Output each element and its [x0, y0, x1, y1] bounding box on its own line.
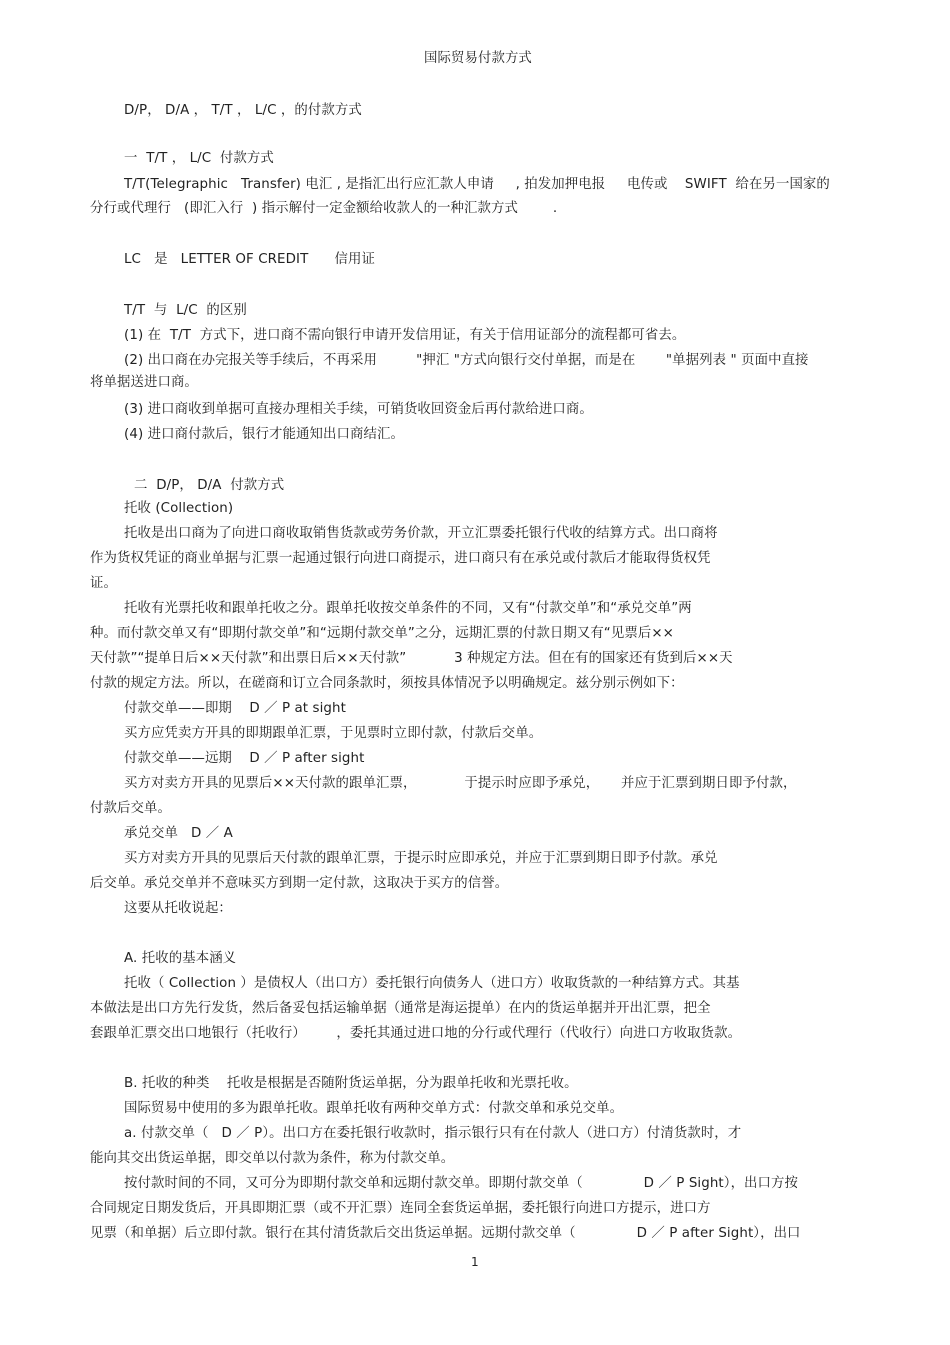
text-line: LC 是 LETTER OF CREDIT 信用证 — [124, 252, 375, 267]
text-line: 付款的规定方法。所以，在磋商和订立合同条款时，须按具体情况予以明确规定。兹分别示例如下： — [90, 676, 684, 691]
text-line: 后交单。承兑交单并不意味买方到期一定付款，这取决于买方的信誉。 — [90, 876, 509, 891]
text-line: 见票（和单据）后立即付款。银行在其付清货款后交出货运单据。远期付款交单（ D ／ P after Sight），出口 — [90, 1226, 801, 1241]
text-line: (2) 出口商在办完报关等手续后，不再采用 "押汇 "方式向银行交付单据，而是在 "单据列表 " 页面中直接 — [124, 353, 809, 368]
text-line: (1) 在 T/T 方式下，进口商不需向银行申请开发信用证，有关于信用证部分的流程都可省去。 — [124, 328, 686, 343]
text-line: T/T 与 L/C 的区别 — [124, 303, 247, 318]
text-line: T/T(Telegraphic Transfer) 电汇 , 是指汇出行应汇款人申请 , 拍发加押电报 电传或 SWIFT 给在另一国家的 — [124, 177, 830, 192]
text-line: 买方对卖方开具的见票后天付款的跟单汇票，于提示时应即承兑，并应于汇票到期日即予付款。承兑 — [124, 851, 718, 866]
text-line: (3) 进口商收到单据可直接办理相关手续，可销货收回资金后再付款给进口商。 — [124, 402, 593, 417]
section-heading: 一 T/T ， L/C 付款方式 — [124, 151, 274, 166]
text-line: 分行或代理行 (即汇入行 ) 指示解付一定金额给收款人的一种汇款方式 . — [90, 201, 558, 216]
text-line: 托收有光票托收和跟单托收之分。跟单托收按交单条件的不同，又有“付款交单”和“承兑交单”两 — [124, 601, 692, 616]
text-line: 套跟单汇票交出口地银行（托收行） ，委托其通过进口地的分行或代理行（代收行）向进口方收取货款。 — [90, 1026, 742, 1041]
text-line: 证。 — [90, 576, 117, 591]
text-line: 能向其交出货运单据，即交单以付款为条件，称为付款交单。 — [90, 1151, 455, 1166]
text-line: 种。而付款交单又有“即期付款交单”和“远期付款交单”之分，远期汇票的付款日期又有“见票后×× — [90, 626, 674, 641]
text-line: 天付款”“提单日后××天付款”和出票日后××天付款” 3 种规定方法。但在有的国家还有货到后××天 — [90, 651, 733, 666]
text-line: 本做法是出口方先行发货，然后备妥包括运输单据（通常是海运提单）在内的货运单据并开出汇票，把全 — [90, 1001, 711, 1016]
section-heading: 二 D/P， D/A 付款方式 — [134, 478, 285, 493]
text-line: 承兑交单 D ／ A — [124, 826, 233, 841]
text-line: 买方应凭卖方开具的即期跟单汇票，于见票时立即付款，付款后交单。 — [124, 726, 543, 741]
text-line: B. 托收的种类 托收是根据是否随附货运单据，分为跟单托收和光票托收。 — [124, 1076, 578, 1091]
text-line: 将单据送进口商。 — [90, 375, 198, 390]
text-line: 托收 (Collection) — [124, 501, 234, 516]
text-line: 作为货权凭证的商业单据与汇票一起通过银行向进口商提示，进口商只有在承兑或付款后才能取得货权凭 — [90, 551, 711, 566]
text-line: 国际贸易中使用的多为跟单托收。跟单托收有两种交单方式：付款交单和承兑交单。 — [124, 1101, 624, 1116]
text-line: 付款后交单。 — [90, 801, 171, 816]
text-line: 买方对卖方开具的见票后××天付款的跟单汇票， 于提示时应即予承兑， 并应于汇票到期日即予付款， — [124, 776, 797, 791]
text-line: 托收（ Collection ）是债权人（出口方）委托银行向债务人（进口方）收取货款的一种结算方式。其基 — [124, 976, 740, 991]
text-line: (4) 进口商付款后，银行才能通知出口商结汇。 — [124, 427, 404, 442]
text-line: 付款交单——即期 D ／ P at sight — [124, 701, 346, 716]
page-number: 1 — [471, 1255, 479, 1269]
text-line: A. 托收的基本涵义 — [124, 951, 237, 966]
page-title: 国际贸易付款方式 — [424, 51, 532, 66]
text-line: 这要从托收说起： — [124, 901, 232, 916]
text-line: 按付款时间的不同，又可分为即期付款交单和远期付款交单。即期付款交单（ D ／ P Sight），出口方按 — [124, 1176, 799, 1191]
text-line: 付款交单——远期 D ／ P after sight — [124, 751, 365, 766]
text-line: D/P， D/A ， T/T ， L/C ，的付款方式 — [124, 103, 362, 118]
text-line: a. 付款交单（ D ／ P）。出口方在委托银行收款时，指示银行只有在付款人（进口方）付清货款时，才 — [124, 1126, 742, 1141]
text-line: 合同规定日期发货后，开具即期汇票（或不开汇票）连同全套货运单据，委托银行向进口方提示，进口方 — [90, 1201, 711, 1216]
text-line: 托收是出口商为了向进口商收取销售货款或劳务价款，开立汇票委托银行代收的结算方式。出口商将 — [124, 526, 718, 541]
